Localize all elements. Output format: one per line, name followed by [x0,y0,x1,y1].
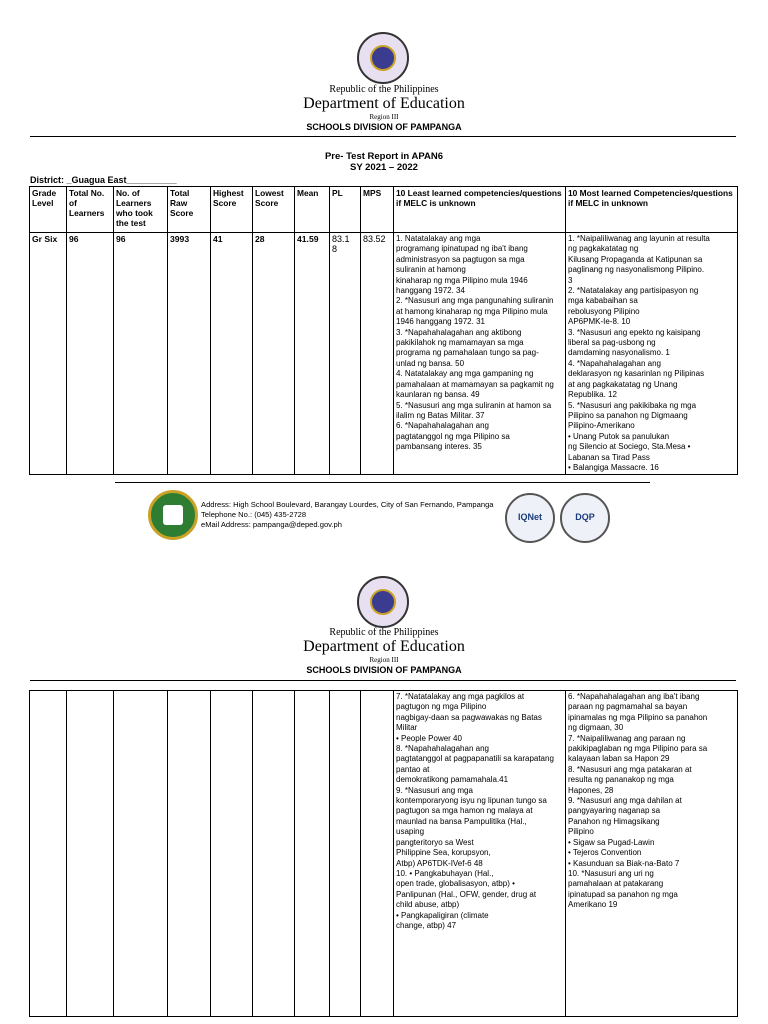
cell-least-learned-cont: 7. *Natatalakay ang mga pagkilos at pagtugon ng mga Pilipino nagbigay-daan sa pagwawakas ng Batas Militar • People Power 40 8. *Napahahalagahan ang pagtatanggol at pagpapanatili sa karapatang pantao at demokratikong pamamahala.41 9. *Nasusuri ang mga kontemporaryong isyu ng lipunan tungo sa pagtugon sa mga hamon ng malaya at maunlad na bansa Pampulitika (Hal., usaping pangteritoryo sa West Philippine Sea, korupsyon, Atbp) AP6TDK-IVef-6 48 10. • Pangkabuhayan (Hal., open trade, globalisasyon, atbp) • Panlipunan (Hal., OFW, gender, drug at child abuse, atbp) • Pangkapaligiran (climate change, atbp) 47 [394,691,566,1017]
cell-grade: Gr Six [30,233,67,475]
cell-empty [330,691,361,1017]
department-title-page2: Department of Education [303,638,465,655]
department-title: Department of Education [303,95,465,112]
footer-email: eMail Address: pampanga@deped.gov.ph [201,520,342,529]
col-mean: Mean [295,187,330,233]
col-total-raw: Total Raw Score [168,187,211,233]
cell-pl: 83.1 8 [330,233,361,475]
cell-mps: 83.52 [361,233,394,475]
cell-mean: 41.59 [295,233,330,475]
cell-empty [114,691,168,1017]
cell-took-test: 96 [114,233,168,475]
cell-highest: 41 [211,233,253,475]
deped-seal-icon-page2 [357,576,409,628]
header-rule [30,136,736,137]
cell-lowest: 28 [253,233,295,475]
report-sy: SY 2021 – 2022 [350,162,418,173]
col-most-learned: 10 Most learned Competencies/questions if MELC in unknown [566,187,738,233]
division-text-page2: SCHOOLS DIVISION OF PAMPANGA [306,665,462,675]
cell-most-learned-cont: 6. *Napahahalagahan ang iba't ibang paraan ng pagmamahal sa bayan ipinamalas ng mga Pilipino sa panahon ng digmaan, 30 7. *Naipaliliwanag ang paraan ng pakikipaglaban ng mga Pilipino para sa kalayaan laban sa Hapon 29 8. *Nasusuri ang mga patakaran at resulta ng pananakop ng mga Hapones, 28 9. *Nasusuri ang mga dahilan at pangyayaring naganap sa Panahon ng Himagsikang Pilipino • Sigaw sa Pugad-Lawin • Tejeros Convention • Kasunduan sa Biak-na-Bato 7 10. *Nasusuri ang uri ng pamahalaan at patakarang ipinatupad sa panahon ng mga Amerikano 19 [566,691,738,1017]
division-logo-icon [148,490,198,540]
col-total-learners: Total No. of Learners [67,187,114,233]
report-title: Pre- Test Report in APAN6 [324,151,444,162]
footer-contact [201,500,494,530]
cell-empty [211,691,253,1017]
table-header-row [30,187,738,233]
cell-empty [253,691,295,1017]
division-text: SCHOOLS DIVISION OF PAMPANGA [306,122,462,132]
table-row [30,691,738,1017]
col-mps: MPS [361,187,394,233]
footer-rule [115,482,650,483]
region-text-page2: Region III [369,656,399,664]
footer-address: Address: High School Boulevard, Barangay Lourdes, City of San Fernando, Pampanga [201,500,494,509]
cell-most-learned: 1. *Naipaliliwanag ang layunin at resulta ng pagkakatatag ng Kilusang Propaganda at Katipunan sa paglinang ng nasyonalismong Pilipino. 3 2. *Natatalakay ang partisipasyon ng mga kababaihan sa rebolusyong Pilipino AP6PMK-Ie-8. 10 3. *Nasusuri ang epekto ng kaisipang liberal sa pag-usbong ng damdaming nasyonalismo. 1 4. *Napahahalagahan ang deklarasyon ng kasarinlan ng Pilipinas at ang pagkakatatag ng Unang Republika. 12 5. *Nasusuri ang pakikibaka ng mga Pilipino sa panahon ng Digmaang Pilipino-Amerikano • Unang Putok sa panulukan ng Silencio at Sociego, Sta.Mesa • Labanan sa Tirad Pass • Balangiga Massacre. 16 [566,233,738,475]
col-lowest: Lowest Score [253,187,295,233]
dqp-cert-icon: DQP [560,493,610,543]
district-label: District: _Guagua East__________ [30,175,177,185]
republic-text: Republic of the Philippines [329,84,439,95]
region-text: Region III [369,113,399,121]
col-pl: PL [330,187,361,233]
cell-empty [361,691,394,1017]
col-highest: Highest Score [211,187,253,233]
cell-least-learned: 1. Natatalakay ang mga programang ipinatupad ng iba't ibang administrasyon sa pagtugon sa mga suliranin at hamong kinaharap ng mga Pilipino mula 1946 hanggang 1972. 34 2. *Nasusuri ang mga pangunahing suliranin at hamong kinaharap ng mga Pilipino mula 1946 hanggang 1972. 31 3. *Napahahalagahan ang aktibong pakikilahok ng mamamayan sa mga programa ng pamahalaan tungo sa pag- unlad ng bansa. 50 4. Natatalakay ang mga gampaning ng pamahalaan at mamamayan sa pagkamit ng kaunlaran ng bansa. 49 5. *Nasusuri ang mga suliranin at hamon sa ilalim ng Batas Militar. 37 6. *Napahahalagahan ang pagtatanggol ng mga Pilipino sa pambansang interes. 35 [394,233,566,475]
col-took-test: No. of Learners who took the test [114,187,168,233]
cell-empty [168,691,211,1017]
cell-empty [67,691,114,1017]
deped-seal-icon [357,32,409,84]
col-least-learned: 10 Least learned competencies/questions if MELC is unknown [394,187,566,233]
iqnet-cert-icon: IQNet [505,493,555,543]
cell-empty [30,691,67,1017]
report-table-page2 [29,690,738,1017]
col-grade-level: Grade Level [30,187,67,233]
cell-total-raw: 3993 [168,233,211,475]
republic-text-page2: Republic of the Philippines [329,627,439,638]
cell-total-learners: 96 [67,233,114,475]
footer-telephone: Telephone No.: (045) 435-2728 [201,510,307,519]
cell-empty [295,691,330,1017]
table-row [30,233,738,475]
report-table-page1 [29,186,738,475]
header-rule-page2 [30,680,736,681]
